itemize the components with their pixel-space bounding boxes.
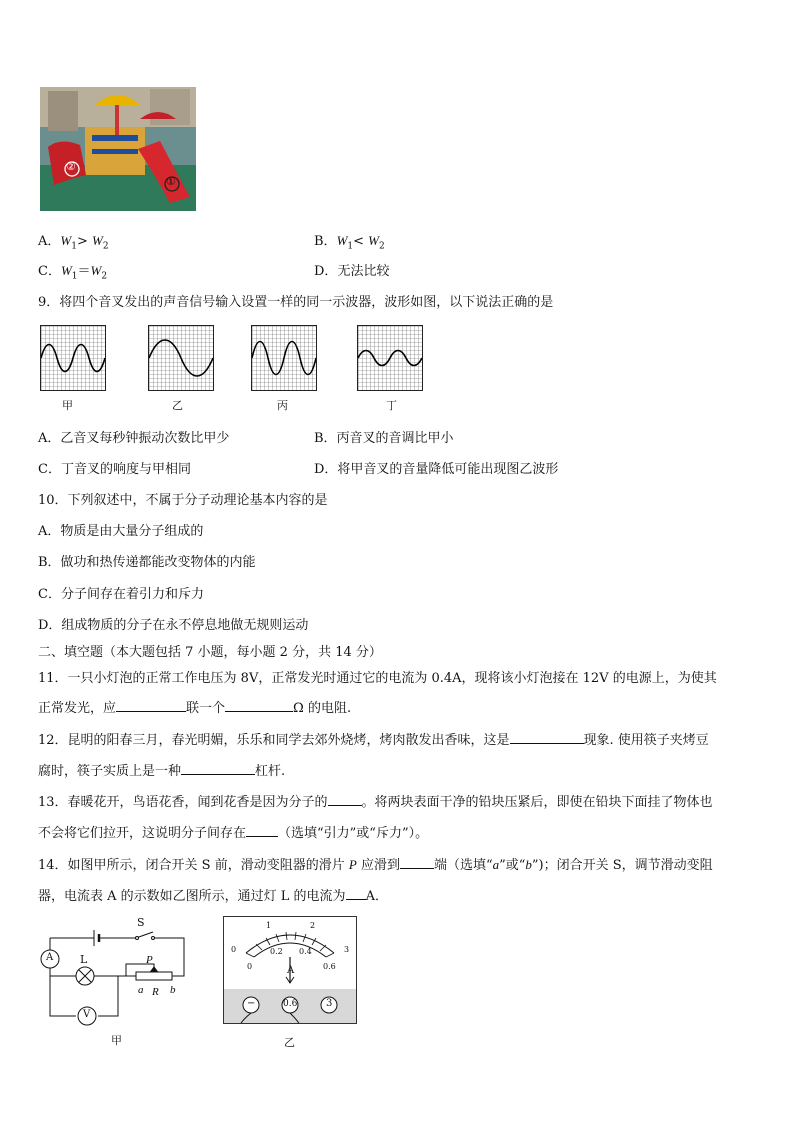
- caption-ammeter-yi: 乙: [284, 1036, 295, 1049]
- end-a-label: a: [138, 984, 144, 996]
- terminal-negative: −: [247, 998, 256, 1009]
- q10-option-b[interactable]: B．做功和热传递都能改变物体的内能: [38, 555, 256, 570]
- q10-option-d[interactable]: D．组成物质的分子在永不停息地做无规则运动: [38, 618, 309, 633]
- caption-circuit-jia: 甲: [111, 1034, 122, 1047]
- q12-line1: 12．昆明的阳春三月，春光明媚，乐乐和同学去郊外烧烤，烤肉散发出香味，这是 现象. 使用筷子夹烤豆: [38, 733, 709, 748]
- dial-top-tick-3: 3: [344, 945, 350, 954]
- q14-blank-2[interactable]: [346, 887, 366, 900]
- switch-label: S: [137, 916, 145, 929]
- q13-line1: 13．春暖花开，鸟语花香，闻到花香是因为分子的 。将两块表面干净的铅块压紧后，即使在铅块下面挂了物体也: [38, 795, 713, 810]
- q10-option-c[interactable]: C．分子间存在着引力和斥力: [38, 587, 204, 602]
- slide-label-2: ②: [66, 160, 76, 173]
- q13-line2: 不会将它们拉开，这说明分子间存在 （选填“引力”或“斥力”）。: [38, 826, 429, 841]
- playground-photo: [40, 87, 196, 211]
- q9-option-b[interactable]: B．丙音叉的音调比甲小: [314, 431, 454, 446]
- q11-line2: 正常发光，应 联一个 Ω 的电阻.: [38, 701, 352, 716]
- dial-top-tick-0: 0: [231, 945, 237, 954]
- q14-blank-1[interactable]: [400, 856, 434, 869]
- q8-option-c[interactable]: C．$W_1=W_2$: [38, 263, 108, 282]
- dial-bottom-tick-0: 0: [247, 962, 253, 971]
- caption-bing: 丙: [277, 399, 288, 412]
- q8-option-d[interactable]: D．无法比较: [314, 264, 390, 279]
- terminal-0-6: 0.6: [283, 999, 298, 1009]
- dial-bottom-tick-1: 0.2: [270, 947, 283, 956]
- q13-blank-2[interactable]: [246, 824, 278, 837]
- q10-stem: 10．下列叙述中，不属于分子动理论基本内容的是: [38, 493, 328, 508]
- q14-line1: 14．如图甲所示，闭合开关 S 前，滑动变阻器的滑片 P 应滑到 端（选填“a”或“b”)；闭合开关 S，调节滑动变阻: [38, 857, 713, 873]
- q8-option-a[interactable]: A．$W_1> W_2$: [38, 233, 109, 252]
- q12-line2: 腐时，筷子实质上是一种 杠杆.: [38, 764, 286, 779]
- q11-blank-1[interactable]: [116, 699, 186, 712]
- slider-label: P: [146, 954, 153, 966]
- section-heading: 二、填空题（本大题包括 7 小题，每小题 2 分，共 14 分）: [38, 645, 382, 660]
- ammeter-symbol-label: A: [46, 952, 54, 963]
- end-b-label: b: [170, 984, 176, 996]
- circuit-diagram: [36, 914, 196, 1034]
- lamp-label: L: [80, 953, 88, 966]
- dial-top-tick-1: 1: [266, 921, 272, 930]
- caption-ding: 丁: [386, 399, 397, 412]
- q9-option-d[interactable]: D．将甲音叉的音量降低可能出现图乙波形: [314, 462, 559, 477]
- slide-label-1: ①: [166, 175, 176, 188]
- dial-bottom-tick-3: 0.6: [323, 962, 336, 971]
- caption-yi: 乙: [172, 399, 183, 412]
- q11-line1: 11．一只小灯泡的正常工作电压为 8V，正常发光时通过它的电流为 0.4A，现将该小灯泡接在 12V 的电源上，为使其: [38, 671, 717, 686]
- q9-option-c[interactable]: C．丁音叉的响度与甲相同: [38, 462, 191, 477]
- dial-top-tick-2: 2: [310, 921, 316, 930]
- rheostat-label: R: [152, 986, 159, 998]
- oscilloscope-jia: [40, 325, 106, 391]
- q12-blank-1[interactable]: [510, 731, 584, 744]
- terminal-3: 3: [326, 998, 333, 1009]
- voltmeter-symbol-label: V: [83, 1009, 91, 1020]
- q10-option-a[interactable]: A．物质是由大量分子组成的: [38, 524, 204, 539]
- dial-unit: A: [287, 965, 295, 976]
- oscilloscope-bing: [251, 325, 317, 391]
- q11-blank-2[interactable]: [225, 699, 293, 712]
- q9-option-a[interactable]: A．乙音叉每秒钟振动次数比甲少: [38, 431, 230, 446]
- oscilloscope-yi: [148, 325, 214, 391]
- oscilloscope-ding: [357, 325, 423, 391]
- q13-blank-1[interactable]: [328, 793, 362, 806]
- q9-stem: 9．将四个音叉发出的声音信号输入设置一样的同一示波器，波形如图，以下说法正确的是: [38, 295, 554, 310]
- dial-bottom-tick-2: 0.4: [299, 947, 312, 956]
- q14-line2: 器，电流表 A 的示数如乙图所示，通过灯 L 的电流为 A．: [38, 889, 388, 904]
- caption-jia: 甲: [62, 399, 73, 412]
- q8-option-b[interactable]: B．$W_1< W_2$: [314, 233, 385, 252]
- ammeter-dial: [223, 916, 357, 1024]
- q12-blank-2[interactable]: [181, 762, 255, 775]
